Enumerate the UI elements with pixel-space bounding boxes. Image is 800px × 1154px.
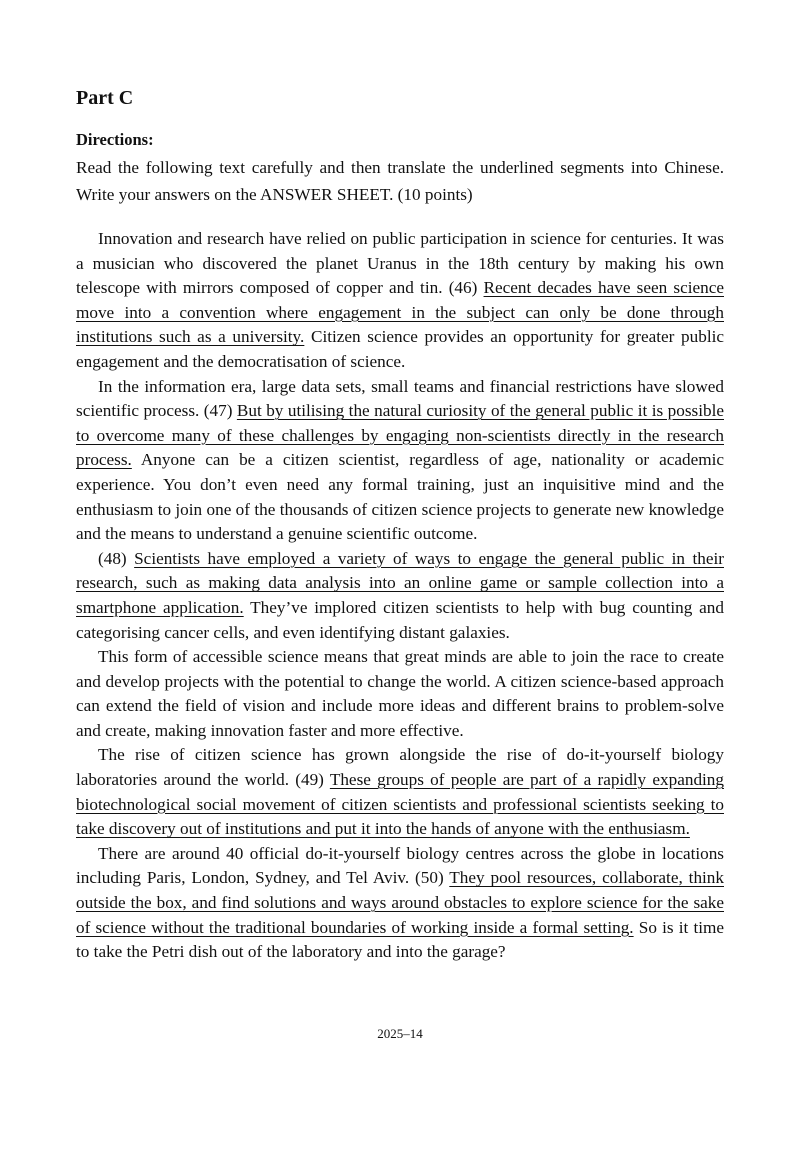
document-page xyxy=(76,84,724,965)
text-segment: There are around 40 official do-it-yourself biology centres across the globe in locations including Paris, London, Sydney, and Tel Aviv. (50) xyxy=(76,843,724,888)
instructions: Read the following text carefully and then translate the underlined segments into Chinese. Write your answers on the ANSWER SHEET. (10 points) xyxy=(76,158,724,204)
text-segment: In the information era, large data sets, small teams and financial restrictions have slowed scientific process. (47) xyxy=(76,376,724,421)
paragraph xyxy=(76,375,724,547)
underlined-segment: Recent decades have seen science move into a convention where engagement in the subject can only be done through institutions such as a university. xyxy=(76,278,724,347)
text-segment: They’ve implored citizen scientists to help with bug counting and categorising cancer cells, and even identifying distant galaxies. xyxy=(76,597,724,642)
page-number: 2025–14 xyxy=(377,1026,423,1041)
underlined-segment: Scientists have employed a variety of ways to engage the general public in their research, such as making data analysis into an online game or sample collection into a smartphone application. xyxy=(76,548,724,617)
paragraph xyxy=(76,227,724,375)
underlined-segment: But by utilising the natural curiosity of the general public it is possible to overcome many of these challenges by engaging non-scientists directly in the research process. xyxy=(76,401,724,470)
text-segment: This form of accessible science means that great minds are able to join the race to create and develop projects with the potential to change the world. A citizen science-based approach can extend the field of vision and include more ideas and different brains to problem-solve and create, making innovation faster and more effective. xyxy=(76,647,724,740)
text-segment: Citizen science provides an opportunity for greater public engagement and the democratisation of science. xyxy=(76,327,724,371)
paragraph xyxy=(76,842,724,965)
text-segment: (48) xyxy=(98,548,135,568)
text-segment: Innovation and research have relied on public participation in science for centuries. It was a musician who discovered the planet Uranus in the 18th century by making his own telescope with mirrors composed of copper and tin. (46) xyxy=(76,229,724,298)
paragraph xyxy=(76,547,724,645)
text-segment: So is it time to take the Petri dish out of the laboratory and into the garage? xyxy=(76,917,725,962)
underlined-segment: These groups of people are part of a rapidly expanding biotechnological social movement of citizen scientists and professional scientists seeking to take discovery out of institutions and put it into the hands of anyone with the enthusiasm. xyxy=(76,770,724,839)
directions-label: Directions: xyxy=(76,130,154,149)
section-heading: Part C xyxy=(76,87,134,109)
text-segment: Anyone can be a citizen scientist, regardless of age, nationality or academic experience. You don’t even need any formal training, just an inquisitive mind and the enthusiasm to join one of the thousands of citizen science projects to generate new knowledge and the means to understand a genuine scientific outcome. xyxy=(76,450,724,544)
paragraph xyxy=(76,645,724,743)
passage xyxy=(76,227,724,965)
text-segment: The rise of citizen science has grown alongside the rise of do-it-yourself biology laboratories around the world. (49) xyxy=(76,745,724,790)
paragraph xyxy=(76,743,724,841)
underlined-segment: They pool resources, collaborate, think outside the box, and find solutions and ways around obstacles to explore science for the sake of science without the traditional boundaries of working inside a formal setting. xyxy=(76,868,724,937)
